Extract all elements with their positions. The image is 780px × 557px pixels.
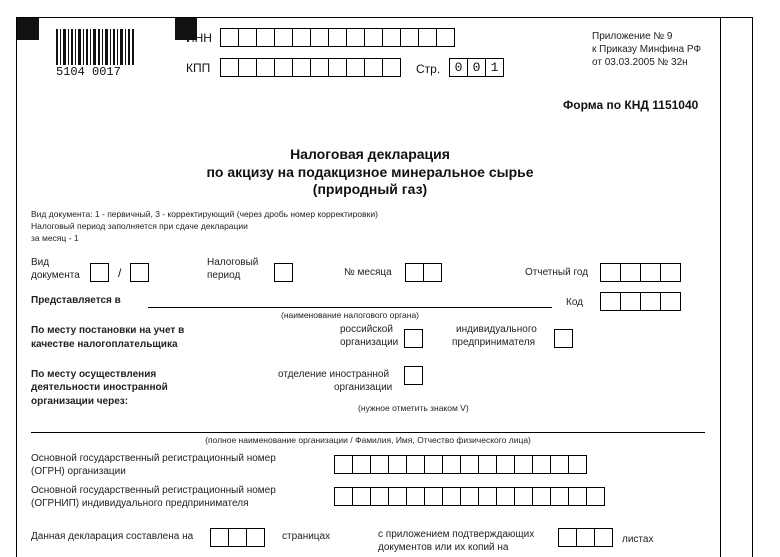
kpp-cell[interactable] (310, 58, 329, 77)
ogrn-cell[interactable] (460, 455, 479, 474)
inn-cells[interactable] (220, 28, 454, 47)
sheets-cell[interactable] (594, 528, 613, 547)
submitted-to-label: Представляется в (31, 295, 121, 306)
tax-period-label-2: период (207, 270, 241, 281)
ogrn-cell[interactable] (352, 455, 371, 474)
ogrnip-cell[interactable] (334, 487, 353, 506)
tax-period-label-1: Налоговый (207, 257, 259, 268)
pages-suffix: страницах (282, 531, 331, 542)
year-cells[interactable] (600, 263, 680, 282)
tax-period-cell[interactable] (274, 263, 293, 282)
title-line-2: по акцизу на подакцизное минеральное сырье (206, 164, 534, 180)
ogrn-cell[interactable] (568, 455, 587, 474)
sheets-cell[interactable] (558, 528, 577, 547)
title-line-1: Налоговая декларация (290, 146, 450, 162)
inn-cell[interactable] (292, 28, 311, 47)
kpp-cell[interactable] (382, 58, 401, 77)
authority-code-cell[interactable] (660, 292, 681, 311)
ogrn-label-1: Основной государственный регистрационный номер (31, 453, 276, 464)
registration-label-1: По месту постановки на учет в (31, 325, 185, 336)
tax-authority-line[interactable] (148, 307, 552, 308)
org-name-line[interactable] (31, 432, 705, 433)
appendix-line-2: к Приказу Минфина РФ (592, 44, 702, 55)
month-cells[interactable] (405, 263, 441, 282)
branch-checkbox[interactable] (404, 366, 423, 385)
ogrn-cell[interactable] (370, 455, 389, 474)
ogrnip-cell[interactable] (568, 487, 587, 506)
ogrnip-cell[interactable] (442, 487, 461, 506)
foreign-label-3: организации через: (31, 396, 129, 407)
appendix-line-1: Приложение № 9 (592, 31, 673, 42)
registration-label-2: качестве налогоплательщика (31, 339, 178, 350)
year-cell[interactable] (640, 263, 661, 282)
ogrnip-cell[interactable] (514, 487, 533, 506)
inn-cell[interactable] (274, 28, 293, 47)
ogrnip-cell[interactable] (478, 487, 497, 506)
kpp-cell[interactable] (346, 58, 365, 77)
month-cell[interactable] (423, 263, 442, 282)
ogrnip-cell[interactable] (550, 487, 569, 506)
ogrn-cell[interactable] (442, 455, 461, 474)
form-frame-right (752, 17, 753, 557)
sheets-label: листах (622, 534, 654, 545)
doc-type-cell[interactable] (90, 263, 109, 282)
authority-code-cell[interactable] (620, 292, 641, 311)
ogrnip-cell[interactable] (388, 487, 407, 506)
pages-cell[interactable] (210, 528, 229, 547)
russian-org-checkbox[interactable] (404, 329, 423, 348)
ogrnip-cell[interactable] (460, 487, 479, 506)
ogrn-cell[interactable] (532, 455, 551, 474)
inn-cell[interactable] (382, 28, 401, 47)
ogrn-cell[interactable] (424, 455, 443, 474)
title-line-3: (природный газ) (312, 181, 428, 197)
form-code: Форма по КНД 1151040 (563, 98, 699, 112)
ogrnip-cells[interactable] (334, 487, 604, 506)
page-number-cells[interactable] (449, 58, 503, 77)
ogrnip-cell[interactable] (586, 487, 605, 506)
month-cell[interactable] (405, 263, 424, 282)
org-name-caption: (полное наименование организации / Фамилия, Имя, Отчество физического лица) (205, 435, 531, 445)
sheets-cell[interactable] (576, 528, 595, 547)
ogrnip-cell[interactable] (352, 487, 371, 506)
inn-cell[interactable] (436, 28, 455, 47)
page-label: Стр. (416, 62, 441, 76)
authority-code-cell[interactable] (600, 292, 621, 311)
branch-label-1: отделение иностранной (278, 369, 390, 380)
kpp-cell[interactable] (328, 58, 347, 77)
year-cell[interactable] (660, 263, 681, 282)
foreign-label-2: деятельности иностранной (31, 382, 168, 393)
kpp-cell[interactable] (292, 58, 311, 77)
inn-cell[interactable] (328, 28, 347, 47)
inn-cell[interactable] (346, 28, 365, 47)
russian-org-label-2: организации (340, 337, 399, 348)
ogrn-cell[interactable] (406, 455, 425, 474)
kpp-cell[interactable] (220, 58, 239, 77)
inn-label: ИНН (186, 31, 212, 45)
year-cell[interactable] (620, 263, 641, 282)
authority-code-cells[interactable] (600, 292, 680, 311)
kpp-cell[interactable] (256, 58, 275, 77)
note-line-1: Вид документа: 1 - первичный, 3 - корректирующий (через дробь номер корректировки) (31, 209, 378, 219)
corner-marker-left (17, 18, 39, 40)
doc-type-label-2: документа (31, 270, 80, 281)
page-digit-cell[interactable]: 0 (449, 58, 468, 77)
ogrn-cell[interactable] (334, 455, 353, 474)
attachment-label-2: документов или их копий на (378, 542, 509, 553)
kpp-cell[interactable] (238, 58, 257, 77)
attachment-label-1: с приложением подтверждающих (378, 529, 535, 540)
ogrn-cells[interactable] (334, 455, 586, 474)
page-digit-cell[interactable]: 1 (485, 58, 504, 77)
individual-label-1: индивидуального (456, 324, 537, 335)
ogrnip-cell[interactable] (532, 487, 551, 506)
barcode-number: 5104 0017 (56, 65, 121, 79)
ogrn-cell[interactable] (496, 455, 515, 474)
doc-type-label-1: Вид (31, 257, 50, 268)
ogrnip-label-2: (ОГРНИП) индивидуального предпринимателя (31, 498, 249, 509)
mark-note: (нужное отметить знаком V) (358, 403, 469, 413)
page-digit-cell[interactable]: 0 (467, 58, 486, 77)
ogrnip-cell[interactable] (424, 487, 443, 506)
individual-checkbox[interactable] (554, 329, 573, 348)
year-cell[interactable] (600, 263, 621, 282)
branch-label-2: организации (334, 382, 393, 393)
ogrnip-cell[interactable] (370, 487, 389, 506)
ogrn-label-2: (ОГРН) организации (31, 466, 126, 477)
pages-cells[interactable] (210, 528, 264, 547)
inn-cell[interactable] (310, 28, 329, 47)
ogrn-cell[interactable] (388, 455, 407, 474)
pages-cell[interactable] (228, 528, 247, 547)
kpp-cells[interactable] (220, 58, 400, 77)
barcode-image (56, 29, 134, 69)
correction-number-cell[interactable] (130, 263, 149, 282)
pages-cell[interactable] (246, 528, 265, 547)
foreign-label-1: По месту осуществления (31, 369, 157, 380)
kpp-cell[interactable] (364, 58, 383, 77)
year-label: Отчетный год (525, 267, 589, 278)
note-line-2: Налоговый период заполняется при сдаче декларации (31, 221, 248, 231)
ogrnip-cell[interactable] (406, 487, 425, 506)
inn-cell[interactable] (364, 28, 383, 47)
ogrn-cell[interactable] (550, 455, 569, 474)
ogrn-cell[interactable] (478, 455, 497, 474)
authority-code-cell[interactable] (640, 292, 661, 311)
kpp-label: КПП (186, 61, 211, 75)
ogrnip-cell[interactable] (496, 487, 515, 506)
pages-prefix: Данная декларация составлена на (31, 531, 194, 542)
month-label: № месяца (344, 267, 392, 278)
inn-cell[interactable] (418, 28, 437, 47)
form-frame-left (16, 17, 17, 557)
kpp-cell[interactable] (274, 58, 293, 77)
ogrn-cell[interactable] (514, 455, 533, 474)
inn-cell[interactable] (400, 28, 419, 47)
doc-type-slash: / (118, 266, 122, 280)
note-line-3: за месяц - 1 (31, 233, 79, 243)
inn-cell[interactable] (220, 28, 239, 47)
code-label: Код (566, 297, 584, 308)
form-frame-margin (720, 17, 721, 557)
appendix-line-3: от 03.03.2005 № 32н (592, 57, 688, 68)
ogrnip-label-1: Основной государственный регистрационный номер (31, 485, 276, 496)
inn-cell[interactable] (238, 28, 257, 47)
individual-label-2: предпринимателя (452, 337, 535, 348)
form-frame-top (16, 17, 752, 18)
sheets-cells[interactable] (558, 528, 612, 547)
inn-cell[interactable] (256, 28, 275, 47)
tax-authority-caption: (наименование налогового органа) (280, 310, 419, 320)
russian-org-label-1: российской (340, 324, 393, 335)
